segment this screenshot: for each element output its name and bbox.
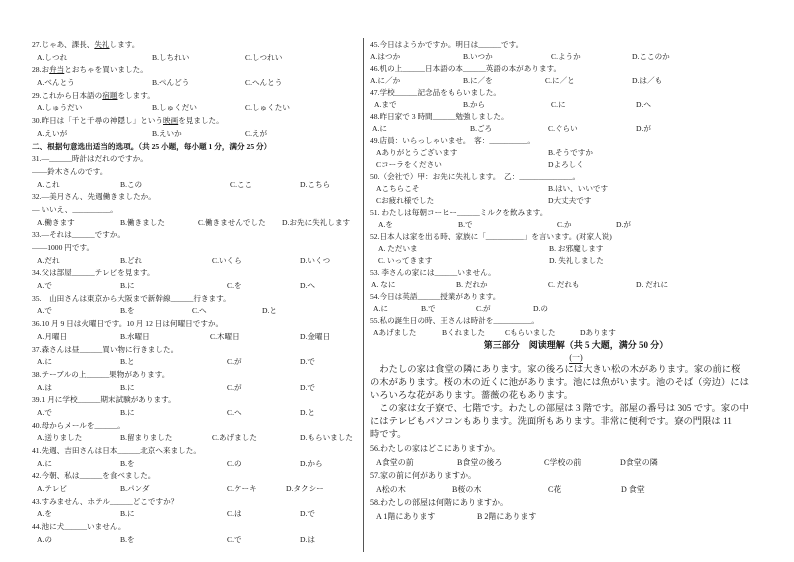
question-32-options <box>32 217 354 230</box>
question-29 <box>32 90 354 103</box>
option-c: C.に／と <box>545 76 575 85</box>
question-32-answer-line: — いいえ、__________。 <box>32 204 118 214</box>
option-c: Cコーラをください <box>376 160 442 169</box>
passage-1-paragraph-1-line-3: いろいろな花があります。薔薇の花もあります。 <box>370 391 574 401</box>
option-c: C.へ <box>192 306 207 316</box>
option-d: D.は／も <box>632 76 663 85</box>
question-41-options <box>32 458 354 471</box>
option-d: D.から <box>300 458 323 468</box>
question-28-options <box>32 77 354 90</box>
underlined-word: 映画 <box>163 116 179 126</box>
question-51-options <box>370 219 782 231</box>
option-d: D.で <box>300 509 315 519</box>
question-33: 33.—それは______ですか。 <box>32 230 126 240</box>
question-39: 39.1 月に学校______期末試験があります。 <box>32 395 176 405</box>
option-c: C.で <box>227 534 242 544</box>
question-55: 55.私の誕生日の時、王さんは時計を__________。 <box>370 316 539 325</box>
question-42: 42.今朝、私は______を食べました。 <box>32 471 156 481</box>
option-d: D. だれに <box>636 280 669 289</box>
option-b: B食堂の後ろ <box>457 457 503 467</box>
question-57: 57.家の前に何がありますか。 <box>370 471 476 480</box>
option-d: D.と <box>262 306 277 316</box>
option-c: C.ここ <box>230 179 253 189</box>
option-a: Aありがとうございます <box>376 148 458 157</box>
option-c: C学校の前 <box>544 457 582 467</box>
option-a: A.で <box>37 407 52 417</box>
question-text: 28.お <box>32 65 50 75</box>
option-b: B.を <box>120 534 135 544</box>
option-a: A.を <box>37 509 52 519</box>
option-b: B.を <box>120 458 135 468</box>
option-a: A.べんとう <box>37 78 75 88</box>
question-43: 43.すみません、ホテル______どこですか？ <box>32 496 179 506</box>
option-a: A.これ <box>37 179 60 189</box>
option-c: C花 <box>548 484 562 494</box>
option-d: D.は <box>300 534 315 544</box>
option-a: A.に／か <box>370 76 401 85</box>
option-d: D.で <box>300 382 315 392</box>
option-a: A.しつれ <box>37 52 68 62</box>
question-44-options <box>32 534 354 547</box>
option-a: A.まで <box>374 100 397 109</box>
option-a: A.に <box>372 124 387 133</box>
question-56-options <box>370 456 782 470</box>
option-a: A.はつか <box>370 52 401 61</box>
option-c: C.ようか <box>551 52 581 61</box>
question-48: 48.昨日家で 3 時間______勉強しました。 <box>370 112 509 121</box>
option-b: B.と <box>120 357 135 367</box>
option-a: A.月曜日 <box>37 331 68 341</box>
option-b: B.に <box>120 382 135 392</box>
option-a: A. ただいま <box>378 244 418 253</box>
option-c: C.に <box>551 100 566 109</box>
question-28 <box>32 64 354 77</box>
option-d: D.で <box>300 357 315 367</box>
option-c: C.へ <box>227 407 242 417</box>
option-d: D食堂の隣 <box>620 457 658 467</box>
question-30-options <box>32 128 354 141</box>
option-b: B.を <box>120 306 135 316</box>
option-a: A.で <box>37 306 52 316</box>
option-c: C.木曜日 <box>210 331 240 341</box>
option-b: B.ぺんどう <box>152 78 190 88</box>
option-b: B 2階にあります <box>477 511 537 521</box>
question-text: を見ました。 <box>178 116 224 126</box>
option-a: A松の木 <box>376 484 406 494</box>
option-a: A.に <box>373 304 388 313</box>
question-44: 44.池に犬______いません。 <box>32 522 126 532</box>
option-c: C.を <box>227 281 242 291</box>
option-b: B.に <box>120 509 135 519</box>
option-a: A.送りました <box>37 433 83 443</box>
question-29-options <box>32 102 354 115</box>
option-b: B.に／を <box>463 76 493 85</box>
option-a: A.で <box>37 281 52 291</box>
option-b: B.で <box>421 304 436 313</box>
option-a: A.しゅうだい <box>37 103 83 113</box>
option-d: D 食堂 <box>621 484 645 494</box>
question-text: 27.じゃあ、課長、 <box>32 40 95 49</box>
option-d: D.の <box>533 304 548 313</box>
option-a: A.を <box>378 220 393 229</box>
option-c: C.へんとう <box>245 78 283 88</box>
option-d: D.が <box>616 220 631 229</box>
option-c: C.が <box>476 304 491 313</box>
option-c: C.しゅくたい <box>245 103 290 113</box>
option-d: D.いくつ <box>300 255 331 265</box>
question-text: 29.これから日本語の <box>32 90 103 100</box>
option-a: A.の <box>37 534 52 544</box>
option-c: C.が <box>227 382 242 392</box>
option-c: C. だれも <box>548 280 580 289</box>
option-c: C.いくら <box>212 255 242 265</box>
option-a: A.テレビ <box>37 484 68 494</box>
question-37: 37.森さんは昼______買い物に行きました。 <box>32 344 179 354</box>
option-c: C.は <box>227 509 242 519</box>
question-52: 52.日本人は家を出る時、家族に「__________」を言います。(对家人说) <box>370 232 612 241</box>
question-40: 40.母からメールを______。 <box>32 420 125 430</box>
question-41: 41.先週、吉田さんは日本______北京へ来ました。 <box>32 446 201 455</box>
option-d: D.へ <box>300 281 315 291</box>
option-c: C.か <box>557 220 572 229</box>
question-50-options-cd <box>370 195 782 207</box>
option-a: A. なに <box>371 280 396 289</box>
question-38: 38.テーブルの上______果物があります。 <box>32 369 170 379</box>
question-53-options <box>370 279 782 291</box>
option-b: B. だれか <box>456 280 488 289</box>
passage-1-paragraph-1-line-1: わたしの家は食堂の隣にあります。家の後ろには大きい松の木があります。家の前に桜 <box>370 365 741 375</box>
question-35-options <box>32 305 354 318</box>
question-55-options <box>370 327 782 339</box>
option-c: C. いってきます <box>378 256 433 265</box>
underlined-word: 宿題 <box>102 90 118 100</box>
option-a: A食堂の前 <box>376 457 414 467</box>
question-49-options-cd <box>370 159 782 171</box>
option-b: B. お邪魔します <box>549 244 604 253</box>
question-47-options <box>370 99 782 111</box>
option-a: A.は <box>37 382 52 392</box>
option-b: B.留まりました <box>120 433 173 443</box>
question-49-options-ab <box>370 147 782 159</box>
option-b: B.しゅくだい <box>152 103 197 113</box>
passage-number <box>370 352 782 364</box>
option-c: C.ケーキ <box>227 484 257 494</box>
question-34-options <box>32 280 354 293</box>
option-d: Dあります <box>580 328 616 337</box>
option-a: Aこちらこそ <box>376 184 420 193</box>
underlined-word: 弁当 <box>49 65 65 75</box>
option-d: D.へ <box>636 100 651 109</box>
question-42-options <box>32 483 354 496</box>
question-58-options <box>370 510 782 524</box>
question-27 <box>32 39 354 52</box>
question-43-options <box>32 508 354 521</box>
question-36: 36.10 月 9 日は火曜日です。10 月 12 日は何曜日ですか。 <box>32 319 224 329</box>
question-51: 51. わたしは毎朝コーヒー______ミルクを飲みます。 <box>370 208 548 217</box>
right-column <box>370 39 782 523</box>
question-46: 46.机の上______日本語の本______英語の本があります。 <box>370 64 562 73</box>
option-a: A.働きます <box>37 217 75 227</box>
question-58: 58.わたしの部屋は何階にありますか。 <box>370 498 508 507</box>
option-d: D.と <box>300 407 315 417</box>
option-b: B.はい、いいです <box>548 184 609 193</box>
option-b: B.で <box>458 220 473 229</box>
question-text: します。 <box>109 40 140 49</box>
question-38-options <box>32 382 354 395</box>
question-53: 53. 李さんの家には______いません。 <box>370 268 496 277</box>
question-57-options <box>370 483 782 497</box>
question-54: 54.今日は英語______授業があります。 <box>370 292 501 301</box>
question-48-options <box>370 123 782 135</box>
passage-number-label: (一) <box>569 353 583 362</box>
question-50: 50.（会社で）甲：お先に失礼します。 乙：______________。 <box>370 172 581 181</box>
passage-1-paragraph-2-line-1: この家は女子寮で、七階です。わたしの部屋は 3 階です。部屋の番号は 305 です。家の中 <box>370 404 749 414</box>
question-34: 34.父は部屋______テレビを見ます。 <box>32 268 155 278</box>
question-39-options <box>32 407 354 420</box>
option-c: C.働きませんでした <box>198 217 266 227</box>
passage-1-paragraph-1-line-2: の木があります。桜の木の近くに池があります。池には魚がいます。池のそば（旁边）には <box>370 378 749 388</box>
question-text: とおちゃを買いました。 <box>64 65 148 75</box>
option-a: A.えいが <box>37 128 68 138</box>
option-d: D.お先に失礼します <box>282 217 351 227</box>
question-47: 47.学校______記念品をもらいました。 <box>370 88 501 97</box>
option-b: B.から <box>463 100 486 109</box>
option-c: C.の <box>227 458 242 468</box>
question-52-options-cd <box>370 255 782 267</box>
option-c: Cもらいました <box>505 328 556 337</box>
option-b: B.この <box>120 179 143 189</box>
question-49: 49.店員：いらっしゃいませ。 客：__________。 <box>370 136 535 145</box>
option-d: D.こちら <box>300 179 331 189</box>
passage-1-paragraph-2-line-3: 時です。 <box>370 430 407 440</box>
option-c: C.ぐらい <box>548 124 578 133</box>
passage-1-paragraph-2-line-2: にはテレビもパソコンもあります。洗面所もあります。非常に便利です。寮の門限は 11 <box>370 417 732 427</box>
option-c: C.が <box>227 357 242 367</box>
option-b: B.水曜日 <box>120 331 150 341</box>
option-c: Cお疲れ様でした <box>376 196 435 205</box>
section-2-heading: 二、根据句意选出适当的选项。（共 25 小题，每小题 1 分，满分 25 分） <box>32 141 272 151</box>
question-31: 31.—______時計はだれのですか。 <box>32 154 148 164</box>
option-b: B.どれ <box>120 255 143 265</box>
option-b: Bくれました <box>442 328 486 337</box>
option-b: B.しちれい <box>152 52 190 62</box>
option-d: D.もらいました <box>300 433 353 443</box>
option-d: D大丈夫です <box>548 196 592 205</box>
option-a: A.だれ <box>37 255 60 265</box>
option-a: A.に <box>37 458 52 468</box>
option-b: B.に <box>120 407 135 417</box>
question-50-options-ab <box>370 183 782 195</box>
option-b: B.に <box>120 281 135 291</box>
question-33-options <box>32 255 354 268</box>
option-c: C.しつれい <box>245 52 283 62</box>
question-text: をします。 <box>117 90 155 100</box>
option-b: B.いつか <box>463 52 493 61</box>
question-37-options <box>32 356 354 369</box>
question-45-options <box>370 51 782 63</box>
option-a: A 1階にあります <box>376 511 436 521</box>
option-d: D.ここのか <box>632 52 670 61</box>
option-d: Dよろしく <box>548 160 584 169</box>
question-31-options <box>32 179 354 192</box>
question-31-answer-line: ——鈴木さんのです。 <box>32 166 108 176</box>
option-a: Aあげました <box>373 328 417 337</box>
question-33-answer-line: ——1000 円です。 <box>32 243 95 252</box>
option-b: B.えいか <box>152 128 182 138</box>
option-b: B.そうですか <box>548 148 593 157</box>
question-45: 45.今日はようかですか。明日は______です。 <box>370 40 524 49</box>
option-b: B桜の木 <box>452 484 482 494</box>
option-d: D.が <box>636 124 651 133</box>
option-d: D. 失礼しました <box>549 256 604 265</box>
option-c: C.あげました <box>212 433 257 443</box>
option-d: D.タクシー <box>286 484 324 494</box>
part-3-heading: 第三部分 阅读理解（共 5 大题，满分 50 分） <box>483 340 669 350</box>
question-40-options <box>32 432 354 445</box>
question-52-options-ab <box>370 243 782 255</box>
column-divider <box>363 38 364 552</box>
option-c: C.えが <box>245 128 268 138</box>
question-35: 35. 山田さんは東京から大阪まで新幹線______行きます。 <box>32 293 231 303</box>
option-d: D.金曜日 <box>300 331 331 341</box>
question-56: 56.わたしの家はどこにありますか。 <box>370 444 500 453</box>
option-b: B.ごろ <box>470 124 493 133</box>
question-30 <box>32 115 354 128</box>
question-46-options <box>370 75 782 87</box>
question-27-options <box>32 52 354 65</box>
left-column <box>32 39 354 547</box>
option-a: A.に <box>37 357 52 367</box>
option-b: B.働きました <box>120 217 165 227</box>
question-54-options <box>370 303 782 315</box>
question-text: 30.昨日は「千と千尋の神隠し」という <box>32 116 163 126</box>
underlined-word: 失礼 <box>94 40 110 49</box>
option-b: B.パンダ <box>120 484 150 494</box>
question-36-options <box>32 331 354 344</box>
question-32: 32.—美月さん、先週働きましたか。 <box>32 192 156 202</box>
